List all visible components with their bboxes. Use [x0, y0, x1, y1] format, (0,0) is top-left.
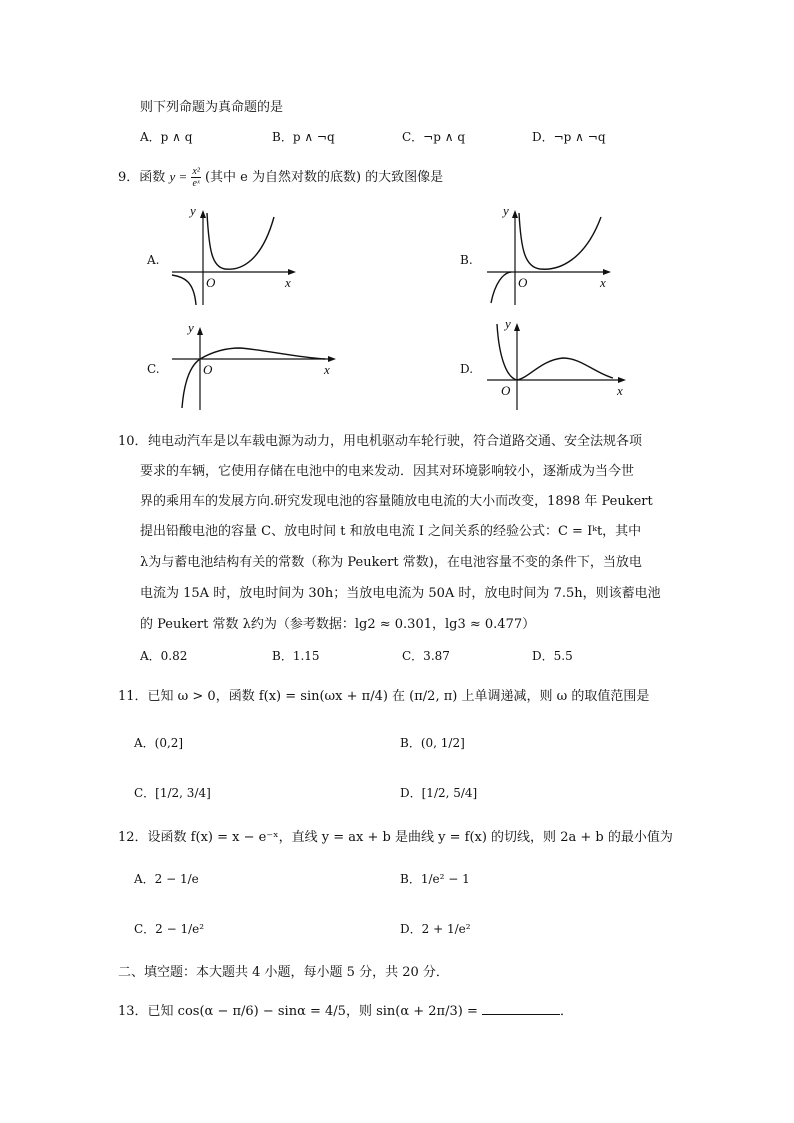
q8-option-d: D．¬p ∧ ¬q [532, 130, 606, 144]
q8-option-a: A．p ∧ q [140, 130, 193, 144]
graph-d-y-label: y [505, 316, 511, 331]
q9-number: 9． [118, 170, 140, 185]
graph-d-x-label: x [617, 383, 623, 398]
q12-stem [118, 826, 673, 845]
q13-end: ． [560, 1004, 574, 1019]
graph-d-curve [497, 324, 613, 380]
q11-option-b: B．(0, 1/2] [400, 736, 465, 750]
q13-text: 已知 cos(α − π/6) − sinα = 4/5，则 sin(α + 2π/3) = [147, 1004, 478, 1019]
q10-option-d: D．5.5 [532, 649, 573, 663]
graph-c-origin: O [203, 362, 213, 377]
section-2-heading: 二、填空题：本大题共 4 小题，每小题 5 分，共 20 分． [118, 965, 449, 980]
q12-option-c: C．2 − 1/e² [134, 922, 205, 936]
q11-text: 已知 ω > 0，函数 f(x) = sin(ωx + π/4) 在 (π/2, π) 上单调递减，则 ω 的取值范围是 [147, 689, 650, 704]
q8-option-b: B．p ∧ ¬q [272, 130, 335, 144]
q10-option-a: A．0.82 [140, 649, 188, 663]
graph-c-curve [182, 348, 325, 408]
graph-d-origin: O [501, 383, 511, 398]
q12-number: 12． [118, 830, 148, 845]
q10-line-7: 的 Peukert 常数 λ约为（参考数据：lg2 ≈ 0.301，lg3 ≈ 0.477） [140, 617, 536, 632]
q9-func-lhs: y = [169, 169, 188, 184]
graph-a-y-arrow [200, 210, 206, 218]
q12-option-d: D．2 + 1/e² [400, 922, 471, 936]
q9-frac-num: x² [192, 166, 200, 177]
graph-b-curve-right [519, 213, 601, 269]
graph-b-curve-left [491, 272, 511, 303]
graph-a-origin: O [206, 275, 216, 290]
graph-b-origin: O [518, 275, 528, 290]
q11-number: 11． [118, 689, 148, 704]
q11-option-c: C．[1/2, 3/4] [134, 786, 211, 800]
graph-a [170, 205, 300, 315]
graph-b-y-arrow [512, 210, 518, 218]
graph-d [485, 318, 630, 414]
q12-option-a: A．2 − 1/e [134, 872, 199, 886]
q13-number: 13． [118, 1004, 148, 1019]
graph-b-y-label: y [503, 203, 509, 218]
graph-c-y-label: y [188, 320, 194, 335]
q10-line-3: 界的乘用车的发展方向.研究发现电池的容量随放电电流的大小而改变，1898 年 Peukert [140, 494, 653, 509]
q9-frac-den: eˣ [192, 178, 200, 189]
graph-b-x-label: x [600, 275, 606, 290]
q13-stem [118, 1000, 573, 1019]
graph-d-y-arrow [514, 323, 520, 331]
q9-stem [118, 166, 443, 189]
q10-line-2: 要求的车辆，它使用存储在电池中的电来发动．因其对环境影响较小，逐渐成为当今世 [140, 464, 635, 479]
q10-line-4: 提出铅酸电池的容量 C、放电时间 t 和放电电流 I 之间关系的经验公式：C = Iᵏt，其中 [140, 524, 642, 539]
graph-a-x-label: x [285, 275, 291, 290]
graph-c-label: C. [147, 362, 160, 376]
q10-line-5: λ为与蓄电池结构有关的常数（称为 Peukert 常数)，在电池容量不变的条件下，当放电 [140, 555, 642, 570]
graph-b [485, 205, 615, 315]
graph-a-label: A. [147, 253, 160, 267]
q9-text-after: (其中 e 为自然对数的底数) 的大致图像是 [204, 170, 444, 185]
q9-text-before: 函数 [139, 170, 166, 185]
graph-c [170, 322, 340, 414]
graph-a-y-label: y [190, 203, 196, 218]
graph-a-curve-left [172, 275, 196, 305]
q12-option-b: B．1/e² − 1 [400, 872, 470, 886]
graph-c-x-label: x [324, 362, 330, 377]
q9-fraction [191, 166, 200, 189]
q8-option-c: C．¬p ∧ q [402, 130, 466, 144]
q10-line-6: 电流为 15A 时，放电时间为 30h；当放电电流为 50A 时，放电时间为 7.5h，则该蓄电池 [140, 586, 661, 601]
graph-a-curve-right [207, 213, 274, 269]
q11-stem [118, 685, 649, 704]
q13-answer-blank[interactable] [482, 1003, 560, 1015]
graph-b-label: B. [460, 253, 473, 267]
q10-option-c: C．3.87 [402, 649, 450, 663]
q10-option-b: B．1.15 [272, 649, 320, 663]
q10-number: 10． [118, 434, 148, 449]
graph-d-label: D. [460, 362, 474, 376]
q11-option-a: A．(0,2] [134, 736, 184, 750]
q12-text: 设函数 f(x) = x − e⁻ˣ，直线 y = ax + b 是曲线 y = f(x) 的切线，则 2a + b 的最小值为 [147, 830, 673, 845]
q8-prompt: 则下列命题为真命题的是 [140, 100, 284, 115]
q10-line-1: 纯电动汽车是以车载电源为动力，用电机驱动车轮行驶，符合道路交通、安全法规各项 [148, 434, 643, 449]
graph-c-y-arrow [197, 327, 203, 335]
q11-option-d: D．[1/2, 5/4] [400, 786, 478, 800]
